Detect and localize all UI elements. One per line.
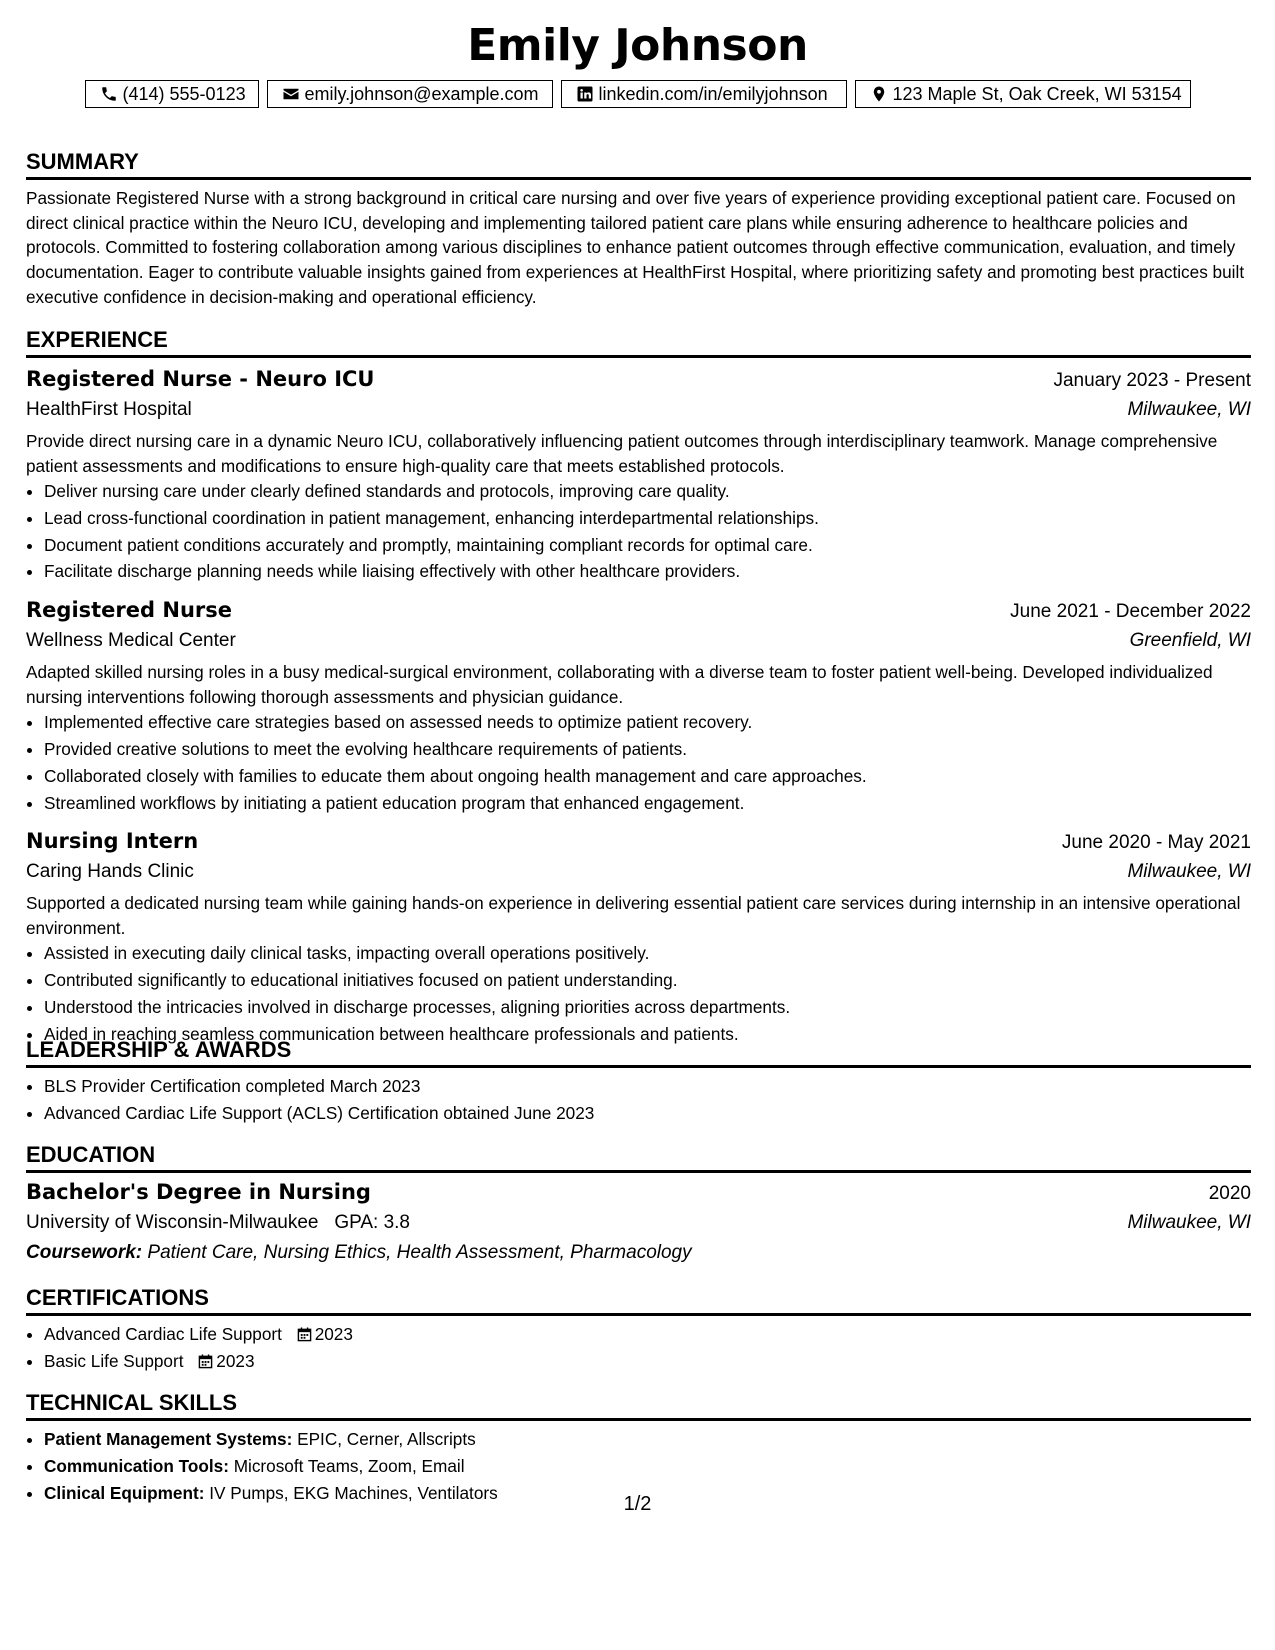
list-item: • Facilitate discharge planning needs while liaising effectively with other healthcare providers. — [44, 558, 1251, 585]
page-number: 1/2 — [623, 1493, 652, 1515]
experience-section — [26, 324, 1251, 1058]
job-entry — [26, 595, 1251, 816]
job-organization: Caring Hands Clinic — [26, 861, 194, 883]
leadership-list — [26, 1073, 1251, 1127]
coursework-text: Patient Care, Nursing Ethics, Health Assessment, Pharmacology — [147, 1242, 692, 1263]
list-item: • Collaborated closely with families to educate them about ongoing health management and care approaches. — [44, 763, 1251, 790]
certifications-heading: CERTIFICATIONS — [26, 1282, 1251, 1316]
envelope-icon — [282, 85, 300, 103]
school-name: University of Wisconsin-Milwaukee — [26, 1212, 319, 1233]
certifications-section — [26, 1282, 1251, 1375]
certification-name: Advanced Cardiac Life Support — [44, 1324, 282, 1344]
job-bullets — [26, 709, 1251, 816]
skills-section — [26, 1387, 1251, 1506]
skill-value: EPIC, Cerner, Allscripts — [297, 1429, 476, 1449]
list-item: • Deliver nursing care under clearly defined standards and protocols, improving care quality. — [44, 478, 1251, 505]
job-organization: Wellness Medical Center — [26, 630, 236, 652]
skill-label: Clinical Equipment: — [44, 1482, 205, 1503]
job-description: Adapted skilled nursing roles in a busy medical-surgical environment, collaborating with a diverse team to foster patient well-being. Developed individualized nursing interventions following thorough assessments and physician guidance. — [26, 662, 1213, 707]
calendar-icon — [297, 1327, 312, 1342]
education-heading: EDUCATION — [26, 1139, 1251, 1173]
list-item: • Document patient conditions accurately and promptly, maintaining compliant records for optimal care. — [44, 532, 1251, 559]
job-organization: HealthFirst Hospital — [26, 399, 192, 420]
job-location: Greenfield, WI — [1129, 630, 1251, 652]
list-item: • Advanced Cardiac Life Support (ACLS) Certification obtained June 2023 — [44, 1100, 1251, 1127]
address-text: 123 Maple St, Oak Creek, WI 53154 — [892, 83, 1182, 104]
gpa-text: GPA: 3.8 — [334, 1212, 410, 1233]
list-item: • BLS Provider Certification completed March 2023 — [44, 1073, 1251, 1100]
linkedin-icon — [576, 85, 594, 103]
coursework-line — [26, 1238, 1251, 1267]
list-item: • Contributed significantly to educational initiatives focused on patient understanding. — [44, 967, 1251, 994]
skill-label: Communication Tools: — [44, 1455, 229, 1476]
skill-label: Patient Management Systems: — [44, 1429, 293, 1449]
linkedin-contact[interactable] — [561, 80, 847, 108]
school-location: Milwaukee, WI — [1127, 1212, 1251, 1233]
list-item: • Assisted in executing daily clinical tasks, impacting overall operations positively. — [44, 940, 1251, 967]
graduation-year: 2020 — [1208, 1183, 1251, 1204]
contact-bar — [0, 80, 1275, 108]
summary-section — [26, 146, 1251, 310]
list-item — [44, 1348, 1251, 1375]
list-item — [44, 1321, 1251, 1348]
phone-icon — [100, 85, 118, 103]
experience-heading: EXPERIENCE — [26, 324, 1251, 358]
job-dates: January 2023 - Present — [1053, 370, 1251, 391]
phone-text: (414) 555-0123 — [122, 83, 246, 104]
leadership-heading: LEADERSHIP & AWARDS — [26, 1034, 1251, 1068]
certification-name: Basic Life Support — [44, 1350, 184, 1371]
list-item: • Aided in reaching seamless communication between healthcare professionals and patients. — [44, 1021, 1251, 1048]
list-item — [44, 1426, 1251, 1453]
job-location: Milwaukee, WI — [1127, 399, 1251, 420]
list-item: • Streamlined workflows by initiating a patient education program that enhanced engagement. — [44, 790, 1251, 817]
summary-text: Passionate Registered Nurse with a strong background in critical care nursing and over five years of experience providing exceptional patient care. Focused on direct clinical practice within the Neuro ICU, developing and implementing tailored patient care plans while ensuring adherence to healthcare policies and protocols. Committed to fostering collaboration among various disciplines to enhance patient outcomes through effective communication, evaluation, and timely documentation. Eager to contribute valuable insights gained from experiences at HealthFirst Hospital, where prioritizing safety and promoting best practices built executive confidence in decision-making and operational efficiency. — [26, 188, 1245, 307]
job-location: Milwaukee, WI — [1127, 861, 1251, 883]
job-entry — [26, 364, 1251, 585]
list-item: • Implemented effective care strategies based on assessed needs to optimize patient recovery. — [44, 709, 1251, 736]
list-item: • Understood the intricacies involved in discharge processes, aligning priorities across departments. — [44, 994, 1251, 1021]
education-section — [26, 1139, 1251, 1267]
coursework-label: Coursework: — [26, 1242, 143, 1263]
leadership-section — [26, 1034, 1251, 1127]
map-pin-icon — [870, 85, 888, 103]
skill-value: Microsoft Teams, Zoom, Email — [233, 1455, 465, 1476]
candidate-name: Emily Johnson — [467, 20, 808, 71]
job-dates: June 2021 - December 2022 — [1010, 601, 1251, 623]
skill-value: IV Pumps, EKG Machines, Ventilators — [209, 1482, 498, 1503]
job-title: Registered Nurse - Neuro ICU — [26, 367, 375, 391]
job-title: Registered Nurse — [26, 598, 232, 623]
phone-contact — [85, 80, 259, 108]
address-contact — [855, 80, 1191, 108]
job-description: Provide direct nursing care in a dynamic Neuro ICU, collaboratively influencing patient outcomes through interdisciplinary teamwork. Manage comprehensive patient assessments and modifications to ensure high-quality care that meets established protocols. — [26, 431, 1218, 476]
job-dates: June 2020 - May 2021 — [1061, 832, 1251, 854]
certification-year: 2023 — [314, 1324, 353, 1344]
certifications-list — [26, 1321, 1251, 1375]
list-item: • Provided creative solutions to meet the evolving healthcare requirements of patients. — [44, 736, 1251, 763]
job-bullets — [26, 940, 1251, 1047]
job-bullets — [26, 478, 1251, 585]
certification-year: 2023 — [216, 1350, 255, 1371]
email-contact[interactable] — [267, 80, 553, 108]
summary-heading: SUMMARY — [26, 146, 1251, 180]
skills-heading: TECHNICAL SKILLS — [26, 1387, 1251, 1421]
degree-title: Bachelor's Degree in Nursing — [26, 1180, 371, 1204]
calendar-icon — [198, 1354, 213, 1369]
linkedin-text[interactable]: linkedin.com/in/emilyjohnson — [598, 83, 828, 104]
job-description: Supported a dedicated nursing team while gaining hands-on experience in delivering essential patient care services during internship in an intensive operational environment. — [26, 893, 1241, 938]
job-title: Nursing Intern — [26, 829, 199, 854]
job-entry — [26, 826, 1251, 1047]
list-item — [44, 1453, 1251, 1480]
list-item: • Lead cross-functional coordination in patient management, enhancing interdepartmental relationships. — [44, 505, 1251, 532]
email-text[interactable]: emily.johnson@example.com — [304, 83, 539, 104]
